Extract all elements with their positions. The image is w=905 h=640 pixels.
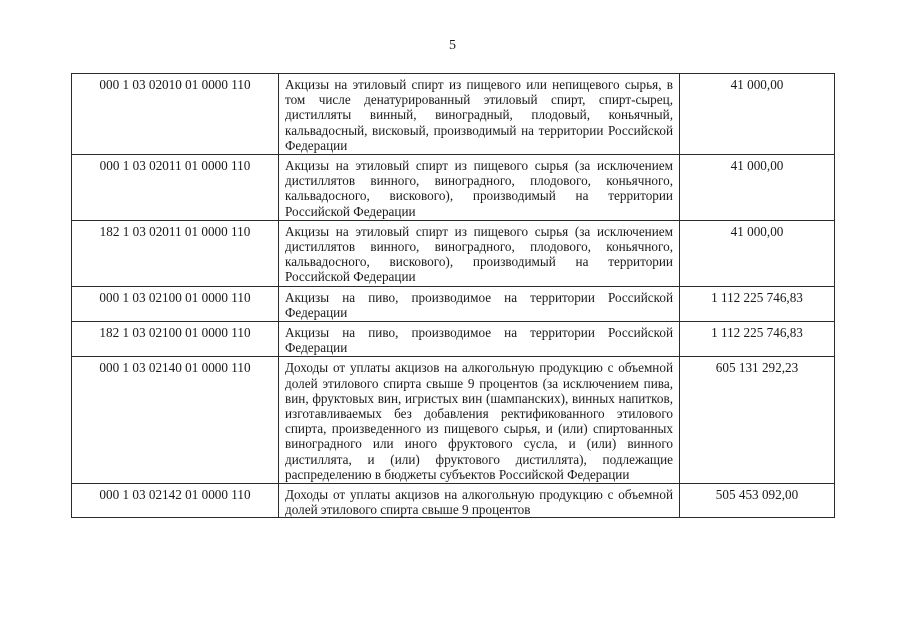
revenue-amount-cell: 505 453 092,00	[680, 484, 835, 518]
revenue-name-cell: Акцизы на этиловый спирт из пищевого сырья (за исключением дистиллятов винного, виноградного, плодового, коньячного, кальвадосного, вискового), производимый на территории Российской Федерации	[279, 220, 680, 286]
revenue-amount-cell: 1 112 225 746,83	[680, 322, 835, 357]
revenue-amount-cell: 41 000,00	[680, 74, 835, 155]
revenue-name-cell: Акцизы на этиловый спирт из пищевого сырья (за исключением дистиллятов винного, виноградного, плодового, коньячного, кальвадосного, вискового), производимый на территории Российской Федерации	[279, 155, 680, 221]
revenue-code-cell: 182 1 03 02011 01 0000 110	[72, 220, 279, 286]
revenue-name-cell: Акцизы на пиво, производимое на территории Российской Федерации	[279, 286, 680, 321]
revenue-code-cell: 000 1 03 02011 01 0000 110	[72, 155, 279, 221]
table-row	[72, 74, 835, 155]
revenue-name-cell: Доходы от уплаты акцизов на алкогольную продукцию с объемной долей этилового спирта свыше 9 процентов (за исключением пива, вин, фруктовых вин, игристых вин (шампанских), винных напитков, изготавливаемых без добавления ректификованного этилового спирта, произведенного из пищевого сырья, и (или) спиртованных виноградного или иного фруктового сусла, и (или) винного дистиллята, и (или) фруктового дистиллята), подлежащие распределению в бюджеты субъектов Российской Федерации	[279, 357, 680, 484]
revenue-code-cell: 182 1 03 02100 01 0000 110	[72, 322, 279, 357]
revenue-code-cell: 000 1 03 02100 01 0000 110	[72, 286, 279, 321]
revenue-code-cell: 000 1 03 02140 01 0000 110	[72, 357, 279, 484]
revenue-name-cell: Акцизы на этиловый спирт из пищевого или непищевого сырья, в том числе денатурированный этиловый спирт, спирт-сырец, дистилляты винный, виноградный, плодовый, коньячный, кальвадосный, висковый, производимый на территории Российской Федерации	[279, 74, 680, 155]
revenue-amount-cell: 1 112 225 746,83	[680, 286, 835, 321]
revenue-name-cell: Доходы от уплаты акцизов на алкогольную продукцию с объемной долей этилового спирта свыше 9 процентов	[279, 484, 680, 518]
revenue-amount-cell: 41 000,00	[680, 220, 835, 286]
page-number: 5	[449, 38, 456, 53]
table-row	[72, 484, 835, 518]
table-row	[72, 220, 835, 286]
revenue-amount-cell: 605 131 292,23	[680, 357, 835, 484]
table-row	[72, 357, 835, 484]
table-row	[72, 322, 835, 357]
table-row	[72, 155, 835, 221]
revenue-amount-cell: 41 000,00	[680, 155, 835, 221]
revenue-code-cell: 000 1 03 02142 01 0000 110	[72, 484, 279, 518]
revenue-name-cell: Акцизы на пиво, производимое на территории Российской Федерации	[279, 322, 680, 357]
revenue-code-cell: 000 1 03 02010 01 0000 110	[72, 74, 279, 155]
budget-revenue-table	[71, 73, 835, 518]
table-row	[72, 286, 835, 321]
